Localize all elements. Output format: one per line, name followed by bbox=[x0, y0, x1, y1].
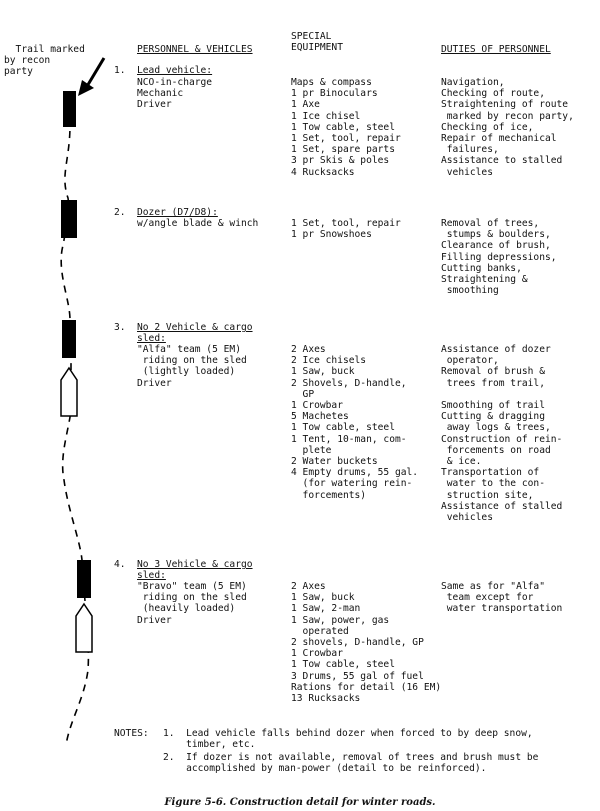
row-3-number: 3. bbox=[114, 322, 126, 333]
dozer-icon bbox=[61, 200, 77, 238]
row-4-title: No 3 Vehicle & cargo sled: bbox=[137, 559, 253, 582]
row-2-number: 2. bbox=[114, 207, 126, 218]
row-4-duties: Same as for "Alfa" team except for water transportation bbox=[441, 581, 563, 615]
recon-arrow bbox=[86, 58, 104, 88]
row-1-number: 1. bbox=[114, 65, 126, 76]
row-2-title: Dozer (D7/D8): bbox=[137, 207, 218, 218]
trail-note: Trail marked by recon party bbox=[4, 44, 85, 78]
notes-label: NOTES: bbox=[114, 728, 149, 739]
figure-caption: Figure 5-6. Construction detail for winter roads. bbox=[164, 797, 436, 808]
row-1-personnel: NCO-in-charge Mechanic Driver bbox=[137, 77, 213, 111]
row-4-personnel: "Bravo" team (5 EM) riding on the sled (heavily loaded) Driver bbox=[137, 581, 247, 626]
row-2-duties: Removal of trees, stumps & boulders, Clearance of brush, Filling depressions, Cutting banks, Straightening & smoothing bbox=[441, 218, 557, 297]
row-3-duties: Assistance of dozer operator, Removal of brush & trees from trail, Smoothing of trail Cutting & dragging away logs & trees, Construction of rein- forcements on road & ice. Transportation of water to the con- struction site, Assistance of stalled vehicles bbox=[441, 344, 563, 524]
vehicle-2-icon bbox=[62, 320, 76, 358]
row-1-title: Lead vehicle: bbox=[137, 65, 213, 76]
row-2-equipment: 1 Set, tool, repair 1 pr Snowshoes bbox=[291, 218, 401, 241]
row-1-duties: Navigation, Checking of route, Straightening of route marked by recon party, Checking of ice, Repair of mechanical failures, Assistance to stalled vehicles bbox=[441, 77, 574, 178]
row-3-title: No 2 Vehicle & cargo sled: bbox=[137, 322, 253, 345]
vehicle-3-icon bbox=[77, 560, 91, 598]
recon-arrowhead bbox=[78, 80, 94, 96]
row-3-equipment: 2 Axes 2 Ice chisels 1 Saw, buck 2 Shovels, D-handle, GP 1 Crowbar 5 Machetes 1 Tow cable, steel 1 Tent, 10-man, com- plete 2 Water buckets 4 Empty drums, 55 gal. (for watering rein- forcements) bbox=[291, 344, 419, 501]
header-personnel: PERSONNEL & VEHICLES bbox=[137, 44, 253, 55]
row-4-number: 4. bbox=[114, 559, 126, 570]
lead-vehicle-icon bbox=[63, 91, 76, 127]
sled-2-icon bbox=[61, 368, 77, 416]
note-1: 1. Lead vehicle falls behind dozer when forced to by deep snow, timber, etc. bbox=[163, 728, 533, 751]
note-2: 2. If dozer is not available, removal of trees and brush must be accomplished by man-power (detail to be reinforced). bbox=[163, 752, 539, 775]
sled-3-icon bbox=[76, 604, 92, 652]
row-2-personnel: w/angle blade & winch bbox=[137, 218, 259, 229]
header-special-equipment: SPECIAL EQUIPMENT bbox=[291, 31, 343, 53]
header-duties: DUTIES OF PERSONNEL bbox=[441, 44, 551, 55]
row-1-equipment: Maps & compass 1 pr Binoculars 1 Axe 1 Ice chisel 1 Tow cable, steel 1 Set, tool, repair 1 Set, spare parts 3 pr Skis & poles 4 Rucksacks bbox=[291, 77, 401, 178]
row-4-equipment: 2 Axes 1 Saw, buck 1 Saw, 2-man 1 Saw, power, gas operated 2 shovels, D-handle, GP 1 Crowbar 1 Tow cable, steel 3 Drums, 55 gal of fuel Rations for detail (16 EM) 13 Rucksacks bbox=[291, 581, 442, 705]
row-3-personnel: "Alfa" team (5 EM) riding on the sled (lightly loaded) Driver bbox=[137, 344, 247, 389]
